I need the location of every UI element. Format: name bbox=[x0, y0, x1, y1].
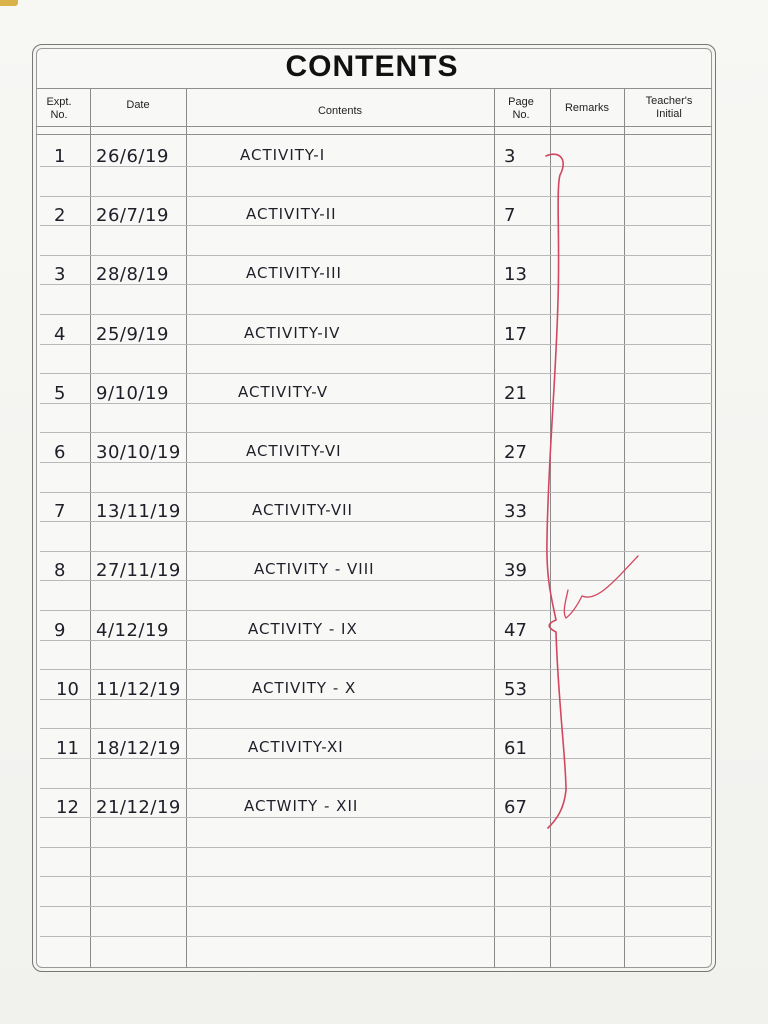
row-activity: ACTIVITY-II bbox=[246, 205, 337, 223]
row-page-no: 27 bbox=[504, 442, 527, 463]
row-activity: ACTIVITY-VI bbox=[246, 442, 342, 460]
row-date: 28/8/19 bbox=[96, 264, 169, 285]
row-date: 9/10/19 bbox=[96, 383, 169, 404]
row-date: 11/12/19 bbox=[96, 679, 181, 700]
row-expt-no: 2 bbox=[54, 205, 66, 226]
row-page-no: 47 bbox=[504, 620, 527, 641]
row-page-no: 39 bbox=[504, 560, 527, 581]
page-title: CONTENTS bbox=[285, 50, 459, 83]
row-expt-no: 5 bbox=[54, 383, 66, 404]
row-date: 26/7/19 bbox=[96, 205, 169, 226]
header-page-no: Page No. bbox=[508, 96, 534, 121]
header-contents: Contents bbox=[317, 105, 363, 117]
row-page-no: 7 bbox=[504, 205, 516, 226]
row-activity: ACTIVITY-III bbox=[246, 264, 342, 282]
row-activity: ACTIVITY-IV bbox=[244, 324, 341, 342]
row-expt-no: 4 bbox=[54, 324, 66, 345]
header-expt-no: Expt. No. bbox=[46, 96, 72, 121]
row-date: 25/9/19 bbox=[96, 324, 169, 345]
row-expt-no: 11 bbox=[56, 738, 79, 759]
row-expt-no: 12 bbox=[56, 797, 79, 818]
row-page-no: 3 bbox=[504, 146, 516, 167]
row-page-no: 21 bbox=[504, 383, 527, 404]
header-teacher-initial: Teacher's Initial bbox=[645, 95, 693, 120]
row-activity: ACTIVITY - IX bbox=[248, 620, 358, 638]
row-date: 30/10/19 bbox=[96, 442, 181, 463]
row-activity: ACTWITY - XII bbox=[244, 797, 359, 815]
row-page-no: 17 bbox=[504, 324, 527, 345]
row-expt-no: 9 bbox=[54, 620, 66, 641]
row-page-no: 61 bbox=[504, 738, 527, 759]
row-expt-no: 7 bbox=[54, 501, 66, 522]
row-date: 21/12/19 bbox=[96, 797, 181, 818]
row-expt-no: 1 bbox=[54, 146, 66, 167]
row-date: 26/6/19 bbox=[96, 146, 169, 167]
row-page-no: 13 bbox=[504, 264, 527, 285]
row-date: 18/12/19 bbox=[96, 738, 181, 759]
row-date: 27/11/19 bbox=[96, 560, 181, 581]
row-page-no: 67 bbox=[504, 797, 527, 818]
row-date: 13/11/19 bbox=[96, 501, 181, 522]
row-page-no: 33 bbox=[504, 501, 527, 522]
row-expt-no: 3 bbox=[54, 264, 66, 285]
row-page-no: 53 bbox=[504, 679, 527, 700]
row-expt-no: 10 bbox=[56, 679, 79, 700]
row-activity: ACTIVITY-I bbox=[240, 146, 326, 164]
row-activity: ACTIVITY - X bbox=[252, 679, 357, 697]
row-expt-no: 6 bbox=[54, 442, 66, 463]
row-expt-no: 8 bbox=[54, 560, 66, 581]
teacher-signature-mark bbox=[564, 556, 638, 618]
row-activity: ACTIVITY - VIII bbox=[254, 560, 375, 578]
header-remarks: Remarks bbox=[564, 102, 609, 114]
row-activity: ACTIVITY-V bbox=[238, 383, 329, 401]
row-date: 4/12/19 bbox=[96, 620, 169, 641]
row-activity: ACTIVITY-VII bbox=[252, 501, 353, 519]
header-date: Date bbox=[126, 99, 150, 111]
row-activity: ACTIVITY-XI bbox=[248, 738, 344, 756]
